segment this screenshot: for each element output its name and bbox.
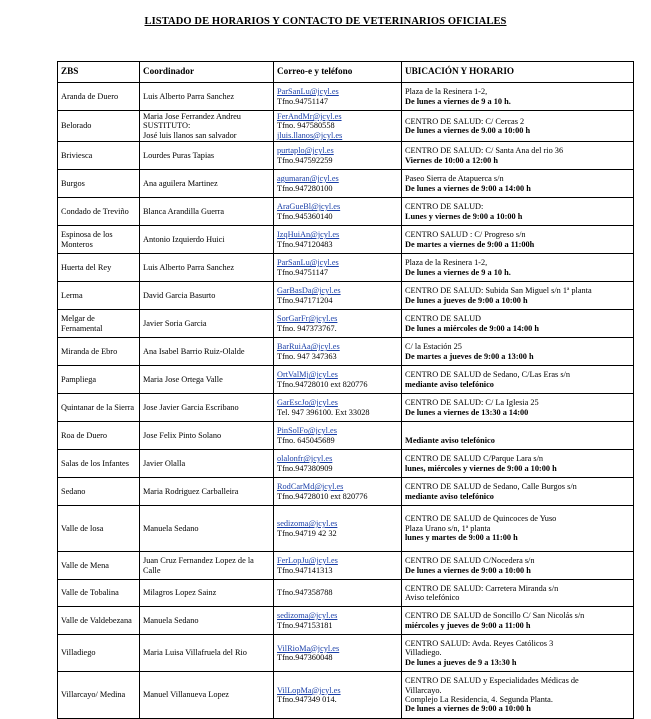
table-row [58, 672, 634, 719]
email-link[interactable]: sedizoma@jcyl.es [277, 519, 338, 529]
location-schedule-cell [402, 310, 634, 338]
phone-number: Tfno. 947373767. [277, 323, 337, 333]
schedule-text: mediante aviso telefónico [405, 491, 494, 501]
coordinator-name: Jose Javier Garcia Escribano [143, 402, 239, 412]
phone-number: Tfno.947171204 [277, 295, 333, 305]
contact-cell [274, 226, 402, 254]
coordinator-name: David Garcia Basurto [143, 290, 216, 300]
zbs-cell: Aranda de Duero [58, 83, 140, 111]
phone-number: Tfno.947153181 [277, 620, 333, 630]
coordinator-cell [140, 580, 274, 607]
email-link[interactable]: purtaplo@jcyl.es [277, 146, 334, 156]
phone-number: Tfno.947141313 [277, 565, 333, 575]
coordinator-name: Luis Alberto Parra Sanchez [143, 262, 235, 272]
location-schedule-cell [402, 394, 634, 422]
coordinator-name: Juan Cruz Fernandez Lopez de la Calle [143, 556, 254, 575]
table-row [58, 552, 634, 580]
email-link[interactable]: GarEscJo@jcyl.es [277, 398, 338, 408]
email-link[interactable]: VilLopMa@jcyl.es [277, 685, 341, 695]
contact-cell [274, 170, 402, 198]
location-text: CENTRO DE SALUD: [405, 202, 484, 212]
zbs-cell: Melgar de Fernamental [58, 310, 140, 338]
email-link[interactable]: ParSanLu@jcyl.es [277, 87, 339, 97]
zbs-cell: Roa de Duero [58, 422, 140, 450]
phone-number: Tfno.94751147 [277, 96, 329, 106]
coordinator-name: Javier Olalla [143, 458, 186, 468]
phone-number: Tfno. 947580558 [277, 121, 335, 131]
schedule-text: lunes y martes de 9:00 a 11:00 h [405, 533, 518, 543]
email-link[interactable]: AraGueBl@jcyl.es [277, 202, 341, 212]
zbs-cell: Miranda de Ebro [58, 338, 140, 366]
location-text: CENTRO DE SALUD: Carretera Miranda s/n [405, 583, 559, 593]
table-row [58, 198, 634, 226]
zbs-cell: Valle de losa [58, 506, 140, 552]
phone-number: Tfno. 645045689 [277, 435, 335, 445]
contact-cell [274, 366, 402, 394]
coordinator-name: Maria Jose Ferrandez Andreu [143, 111, 241, 121]
location-schedule-cell [402, 607, 634, 635]
zbs-cell: Villarcayo/ Medina [58, 672, 140, 719]
schedule-text: De martes a jueves de 9:00 a 13:00 h [405, 351, 534, 361]
coordinator-cell [140, 607, 274, 635]
location-text: CENTRO SALUD : C/ Progreso s/n [405, 230, 526, 240]
schedule-text: De lunes a viernes de 9 a 10 h. [405, 96, 511, 106]
location-schedule-cell [402, 366, 634, 394]
schedule-text: lunes, miércoles y viernes de 9:00 a 10:00 h [405, 463, 557, 473]
email-link[interactable]: VilRioMa@jcyl.es [277, 643, 340, 653]
location-text: CENTRO DE SALUD [405, 314, 482, 324]
zbs-cell: Valle de Tobalina [58, 580, 140, 607]
phone-number: Tfno.947358788 [277, 588, 333, 598]
phone-number: Tfno.945360140 [277, 211, 333, 221]
coordinator-cell [140, 478, 274, 506]
location-schedule-cell [402, 170, 634, 198]
coordinator-cell [140, 672, 274, 719]
location-text: Complejo La Residencia, 4. Segunda Planta. [405, 695, 553, 704]
table-row [58, 111, 634, 142]
coordinator-name: Manuela Sedano [143, 523, 199, 533]
table-row [58, 366, 634, 394]
header-location-schedule: UBICACIÓN Y HORARIO [402, 62, 634, 83]
location-schedule-cell [402, 254, 634, 282]
coordinator-name: Maria Jose Ortega Valle [143, 374, 223, 384]
table-row [58, 282, 634, 310]
schedule-text: Lunes y viernes de 9:00 a 10:00 h [405, 211, 523, 221]
phone-number: Tel. 947 396100. Ext 33028 [277, 407, 370, 417]
location-schedule-cell [402, 552, 634, 580]
coordinator-name: Manuel Villanueva Lopez [143, 690, 229, 700]
table-row [58, 254, 634, 282]
location-text: CENTRO DE SALUD: C/ La Iglesia 25 [405, 398, 539, 408]
zbs-cell: Valle de Valdebezana [58, 607, 140, 635]
zbs-cell: Salas de los Infantes [58, 450, 140, 478]
schedule-text: De lunes a viernes de 9:00 a 14:00 h [405, 183, 531, 193]
phone-number: Tfno.947592259 [277, 155, 333, 165]
location-schedule-cell [402, 478, 634, 506]
schedule-text: De lunes a jueves de 9 a 13:30 h [405, 657, 517, 667]
coordinator-name: Manuela Sedano [143, 615, 199, 625]
email-link[interactable]: BarRuiAa@jcyl.es [277, 342, 340, 352]
contact-cell [274, 338, 402, 366]
location-text: Aviso telefónico [405, 593, 460, 602]
schedule-text: Mediante aviso telefónico [405, 435, 495, 445]
phone-number: Tfno.947380909 [277, 463, 333, 473]
contact-cell [274, 282, 402, 310]
coordinator-cell [140, 635, 274, 672]
location-schedule-cell [402, 111, 634, 142]
email-link[interactable]: sedizoma@jcyl.es [277, 611, 338, 621]
schedule-text: mediante aviso telefónico [405, 379, 494, 389]
zbs-cell: Huerta del Rey [58, 254, 140, 282]
location-schedule-cell [402, 580, 634, 607]
email-link[interactable]: jluis.llanos@jcyl.es [277, 130, 343, 140]
schedule-text: De lunes a viernes de 9:00 a 10:00 h [405, 704, 531, 714]
location-text: CENTRO DE SALUD: C/ Santa Ana del rio 36 [405, 146, 564, 156]
table-row [58, 506, 634, 552]
contact-cell [274, 422, 402, 450]
location-schedule-cell [402, 282, 634, 310]
location-text: Villarcayo. [405, 685, 442, 695]
table-row [58, 478, 634, 506]
phone-number: Tfno.94728010 ext 820776 [277, 491, 368, 501]
location-schedule-cell [402, 83, 634, 111]
email-link[interactable]: OrtValMj@jcyl.es [277, 370, 338, 380]
zbs-cell: Belorado [58, 111, 140, 142]
location-text: CENTRO DE SALUD de Quincoces de Yuso [405, 514, 557, 524]
coordinator-cell [140, 366, 274, 394]
email-link[interactable]: FerAndMr@jcyl.es [277, 111, 342, 121]
page-title: LISTADO DE HORARIOS Y CONTACTO DE VETERINARIOS OFICIALES [144, 16, 507, 27]
contact-cell [274, 552, 402, 580]
zbs-cell: Burgos [58, 170, 140, 198]
table-row [58, 83, 634, 111]
contact-cell [274, 254, 402, 282]
table-row [58, 607, 634, 635]
coordinator-name: Lourdes Puras Tapias [143, 150, 215, 160]
schedule-text: De lunes a viernes de 9:00 a 10:00 h [405, 565, 531, 575]
zbs-cell: Pampliega [58, 366, 140, 394]
location-schedule-cell [402, 635, 634, 672]
coordinator-cell [140, 338, 274, 366]
location-schedule-cell [402, 672, 634, 719]
coordinator-cell [140, 310, 274, 338]
email-link[interactable]: PinSolFo@jcyl.es [277, 426, 337, 436]
table-row [58, 226, 634, 254]
table-row [58, 450, 634, 478]
table-row [58, 338, 634, 366]
zbs-cell: Lerma [58, 282, 140, 310]
location-text: CENTRO DE SALUD de Soncillo C/ San Nicolás s/n [405, 611, 585, 621]
email-link[interactable]: GarBasDa@jcyl.es [277, 286, 341, 296]
location-text [405, 426, 630, 435]
contact-cell [274, 310, 402, 338]
coordinator-cell [140, 142, 274, 170]
zbs-cell: Briviesca [58, 142, 140, 170]
schedule-text: Viernes de 10:00 a 12:00 h [405, 155, 499, 165]
schedule-text: De lunes a viernes de 9.00 a 10:00 h [405, 126, 531, 135]
coordinator-name: Maria Luisa Villafruela del Rio [143, 648, 247, 658]
location-schedule-cell [402, 338, 634, 366]
coordinator-cell [140, 552, 274, 580]
location-schedule-cell [402, 450, 634, 478]
schedule-text: De lunes a miércoles de 9:00 a 14:00 h [405, 323, 539, 333]
email-link[interactable]: olalonfr@jcyl.es [277, 454, 333, 464]
location-schedule-cell [402, 142, 634, 170]
location-text: CENTRO DE SALUD de Sedano, C/Las Eras s/n [405, 370, 570, 380]
location-text: CENTRO DE SALUD: C/ Cercas 2 [405, 116, 525, 126]
table-row [58, 170, 634, 198]
contact-cell [274, 83, 402, 111]
contact-cell [274, 635, 402, 672]
zbs-cell: Quintanar de la Sierra [58, 394, 140, 422]
coordinator-cell [140, 282, 274, 310]
location-text: CENTRO DE SALUD C/Nocedera s/n [405, 556, 535, 566]
contact-cell [274, 142, 402, 170]
schedule-text: De lunes a viernes de 9 a 10 h. [405, 267, 511, 277]
contact-cell [274, 394, 402, 422]
phone-number: Tfno.947280100 [277, 183, 333, 193]
email-link[interactable]: agumaran@jcyl.es [277, 174, 339, 184]
phone-number: Tfno.94719 42 32 [277, 528, 337, 538]
table-header-row [58, 62, 634, 83]
location-text: Plaza de la Resinera 1-2, [405, 87, 488, 97]
coordinator-cell [140, 394, 274, 422]
phone-number: Tfno.947360048 [277, 653, 333, 662]
schedule-text: De lunes a jueves de 9:00 a 10:00 h [405, 295, 528, 305]
coordinator-name: Luis Alberto Parra Sanchez [143, 91, 235, 101]
schedule-text: miércoles y jueves de 9:00 a 11:00 h [405, 620, 531, 630]
veterinarians-table [57, 61, 634, 719]
location-text: Plaza de la Resinera 1-2, [405, 258, 488, 268]
coordinator-name: SUSTITUTO: [143, 121, 191, 131]
location-schedule-cell [402, 422, 634, 450]
zbs-cell: Valle de Mena [58, 552, 140, 580]
zbs-cell: Condado de Treviño [58, 198, 140, 226]
coordinator-name: Javier Soria Garcia [143, 318, 207, 328]
phone-number: Tfno.947120483 [277, 239, 333, 249]
phone-number: Tfno. 947 347363 [277, 351, 337, 361]
location-schedule-cell [402, 506, 634, 552]
coordinator-name: Jose Felix Pinto Solano [143, 430, 222, 440]
location-text: Villadiego. [405, 648, 442, 658]
email-link[interactable]: RodCarMd@jcyl.es [277, 482, 344, 492]
location-text: CENTRO DE SALUD y Especialidades Médicas de [405, 676, 579, 686]
zbs-cell: Espinosa de los Monteros [58, 226, 140, 254]
header-zbs: ZBS [58, 62, 140, 83]
schedule-text: De martes a viernes de 9:00 a 11:00h [405, 239, 535, 249]
table-row [58, 394, 634, 422]
location-text: Plaza Urano s/n, 1ª planta [405, 523, 491, 533]
phone-number: Tfno.947349 014. [277, 695, 337, 704]
coordinator-name: Blanca Arandilla Guerra [143, 206, 225, 216]
coordinator-name: José luis llanos san salvador [143, 130, 237, 140]
contact-cell [274, 198, 402, 226]
coordinator-cell [140, 450, 274, 478]
contact-cell [274, 607, 402, 635]
coordinator-cell [140, 198, 274, 226]
coordinator-name: Antonio Izquierdo Huici [143, 234, 225, 244]
coordinator-name: Milagros Lopez Sainz [143, 588, 217, 598]
phone-number: Tfno.94751147 [277, 267, 329, 277]
email-link[interactable]: FerLopJu@jcyl.es [277, 556, 338, 566]
coordinator-cell [140, 83, 274, 111]
schedule-text: De lunes a viernes de 13:30 a 14:00 [405, 407, 529, 417]
contact-cell [274, 580, 402, 607]
coordinator-cell [140, 506, 274, 552]
location-text: C/ la Estación 25 [405, 342, 462, 352]
table-row [58, 310, 634, 338]
coordinator-name: Ana Isabel Barrio Ruiz-Olalde [143, 346, 245, 356]
table-row [58, 635, 634, 672]
location-text: CENTRO SALUD: Avda. Reyes Católicos 3 [405, 638, 554, 648]
coordinator-cell [140, 170, 274, 198]
contact-cell [274, 672, 402, 719]
coordinator-name: Maria Rodriguez Carballeira [143, 486, 239, 496]
zbs-cell: Sedano [58, 478, 140, 506]
email-link[interactable]: IzqHuiAn@jcyl.es [277, 230, 340, 240]
location-schedule-cell [402, 198, 634, 226]
contact-cell [274, 478, 402, 506]
coordinator-cell [140, 111, 274, 142]
email-link[interactable]: SorGarFr@jcyl.es [277, 314, 338, 324]
table-row [58, 580, 634, 607]
zbs-cell: Villadiego [58, 635, 140, 672]
location-text: CENTRO DE SALUD: Subida San Miguel s/n 1ª planta [405, 286, 592, 296]
table-row [58, 142, 634, 170]
contact-cell [274, 506, 402, 552]
coordinator-cell [140, 254, 274, 282]
header-contact: Correo-e y teléfono [274, 62, 402, 83]
coordinator-cell [140, 226, 274, 254]
table-row [58, 422, 634, 450]
location-schedule-cell [402, 226, 634, 254]
coordinator-cell [140, 422, 274, 450]
phone-number: Tfno.94728010 ext 820776 [277, 379, 368, 389]
location-text: CENTRO DE SALUD de Sedano, Calle Burgos s/n [405, 482, 577, 492]
location-text: CENTRO DE SALUD C/Parque Lara s/n [405, 454, 544, 464]
header-coordinator: Coordinador [140, 62, 274, 83]
location-text: Paseo Sierra de Atapuerca s/n [405, 174, 504, 184]
email-link[interactable]: ParSanLu@jcyl.es [277, 258, 339, 268]
contact-cell [274, 450, 402, 478]
coordinator-name: Ana aguilera Martinez [143, 178, 218, 188]
contact-cell [274, 111, 402, 142]
